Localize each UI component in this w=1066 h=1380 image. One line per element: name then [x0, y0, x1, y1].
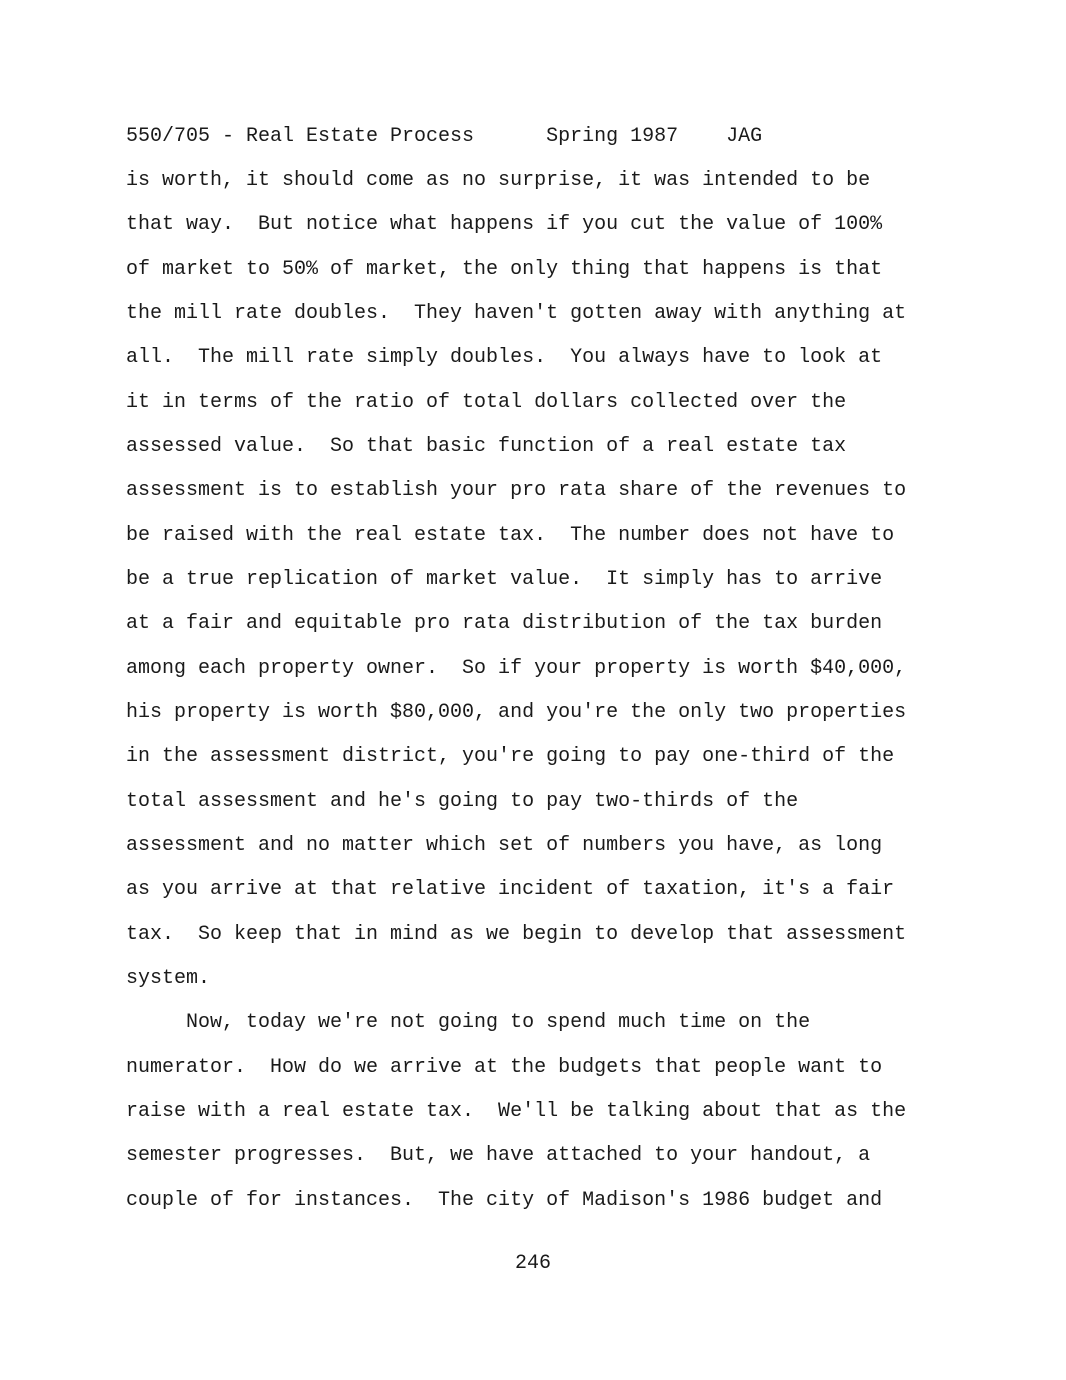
- text-line: couple of for instances. The city of Madison's 1986 budget and: [126, 1189, 883, 1212]
- text-line: assessment is to establish your pro rata share of the revenues to: [126, 479, 907, 502]
- text-line: that way. But notice what happens if you cut the value of 100%: [126, 213, 883, 236]
- text-line: system.: [126, 967, 211, 990]
- text-line: total assessment and he's going to pay two-thirds of the: [126, 790, 799, 813]
- text-line: semester progresses. But, we have attached to your handout, a: [126, 1144, 871, 1167]
- text-line: be a true replication of market value. It simply has to arrive: [126, 568, 883, 591]
- text-line: all. The mill rate simply doubles. You always have to look at: [126, 346, 883, 369]
- text-line: raise with a real estate tax. We'll be talking about that as the: [126, 1100, 907, 1123]
- text-line: it in terms of the ratio of total dollars collected over the: [126, 391, 847, 414]
- text-line: assessment and no matter which set of numbers you have, as long: [126, 834, 883, 857]
- text-line: among each property owner. So if your property is worth $40,000,: [126, 657, 907, 680]
- author-initials: JAG: [726, 125, 763, 148]
- term: Spring 1987: [546, 125, 679, 148]
- text-line: in the assessment district, you're going to pay one-third of the: [126, 745, 895, 768]
- text-line: as you arrive at that relative incident of taxation, it's a fair: [126, 878, 895, 901]
- page-number: 246: [514, 1252, 551, 1275]
- text-line: his property is worth $80,000, and you're the only two properties: [126, 701, 907, 724]
- text-line: be raised with the real estate tax. The number does not have to: [126, 524, 895, 547]
- text-line: assessed value. So that basic function of a real estate tax: [126, 435, 847, 458]
- text-line: at a fair and equitable pro rata distribution of the tax burden: [126, 612, 883, 635]
- text-line: Now, today we're not going to spend much time on the: [126, 1011, 811, 1034]
- text-line: of market to 50% of market, the only thing that happens is that: [126, 258, 883, 281]
- text-line: numerator. How do we arrive at the budgets that people want to: [126, 1056, 883, 1079]
- text-line: is worth, it should come as no surprise, it was intended to be: [126, 169, 871, 192]
- page-header: [126, 122, 762, 152]
- course-title: 550/705 - Real Estate Process: [126, 125, 475, 148]
- text-line: tax. So keep that in mind as we begin to develop that assessment: [126, 923, 907, 946]
- text-line: the mill rate doubles. They haven't gotten away with anything at: [126, 302, 907, 325]
